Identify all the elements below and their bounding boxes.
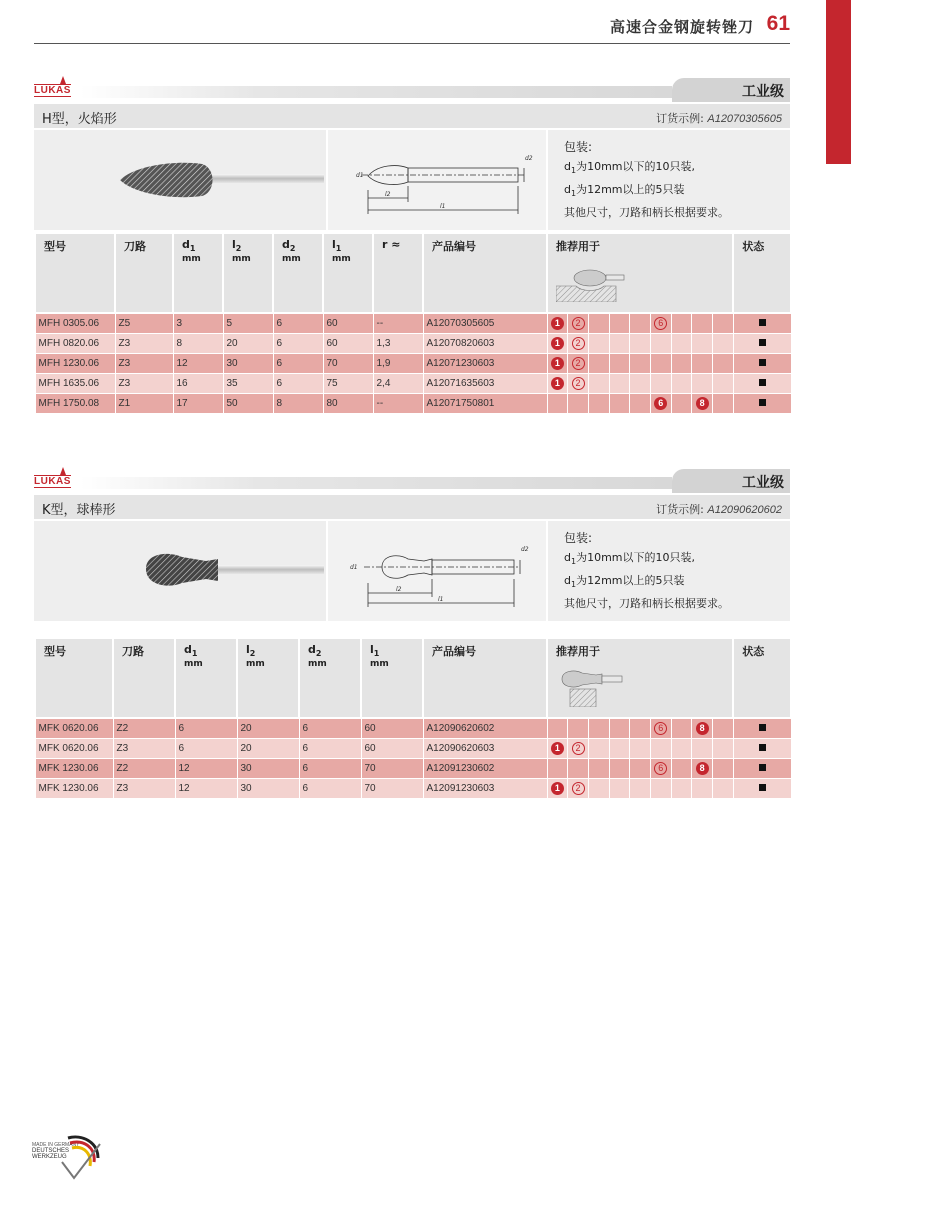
cell-use-8 bbox=[692, 333, 713, 353]
cell-use-9 bbox=[713, 778, 734, 798]
cell-use-8 bbox=[692, 313, 713, 333]
svg-text:l2: l2 bbox=[385, 191, 391, 198]
material-badge: 1 bbox=[551, 317, 564, 330]
cell-use-5 bbox=[630, 373, 651, 393]
cell-use-3 bbox=[588, 738, 609, 758]
chapter-tab bbox=[826, 0, 851, 164]
product-photo bbox=[34, 521, 326, 621]
cell-use-5 bbox=[630, 758, 651, 778]
cell-use-3 bbox=[588, 393, 609, 413]
status-available-icon bbox=[759, 399, 766, 406]
svg-text:d1: d1 bbox=[356, 172, 364, 179]
cell-use-4 bbox=[609, 758, 630, 778]
type-name: K型，球棒形 bbox=[42, 503, 116, 518]
cell-use-1 bbox=[547, 738, 568, 758]
cell-l2: 50 bbox=[223, 393, 273, 413]
cell-status bbox=[733, 373, 791, 393]
cell-d2: 6 bbox=[299, 778, 361, 798]
cell-use-9 bbox=[713, 313, 734, 333]
cell-part-no: A12071635603 bbox=[423, 373, 547, 393]
cell-d2: 6 bbox=[273, 353, 323, 373]
workpiece-illustration bbox=[556, 667, 626, 707]
cell-use-2 bbox=[568, 738, 589, 758]
cell-d2: 6 bbox=[273, 313, 323, 333]
table-row bbox=[35, 313, 791, 333]
cell-l1: 70 bbox=[361, 758, 423, 778]
cell-use-7 bbox=[671, 353, 692, 373]
table-row bbox=[35, 373, 791, 393]
cell-use-2 bbox=[568, 778, 589, 798]
cell-l2: 30 bbox=[237, 778, 299, 798]
material-badge: 2 bbox=[572, 357, 585, 370]
cell-l2: 30 bbox=[223, 353, 273, 373]
cell-d1: 3 bbox=[173, 313, 223, 333]
cell-use-6 bbox=[650, 758, 671, 778]
cell-use-4 bbox=[609, 313, 630, 333]
workpiece-illustration bbox=[556, 262, 626, 302]
material-badge: 2 bbox=[572, 782, 585, 795]
cell-cut: Z3 bbox=[115, 373, 173, 393]
cell-d1: 16 bbox=[173, 373, 223, 393]
cell-use-2 bbox=[568, 333, 589, 353]
material-badge: 6 bbox=[654, 317, 667, 330]
cell-r: 1,3 bbox=[373, 333, 423, 353]
material-badge: 8 bbox=[696, 762, 709, 775]
cell-part-no: A12090620602 bbox=[423, 718, 547, 738]
cell-use-6 bbox=[650, 313, 671, 333]
cell-use-6 bbox=[650, 778, 671, 798]
cell-status bbox=[733, 353, 791, 373]
cell-use-6 bbox=[650, 333, 671, 353]
cell-use-8 bbox=[692, 718, 713, 738]
cell-d1: 17 bbox=[173, 393, 223, 413]
status-available-icon bbox=[759, 764, 766, 771]
cell-use-2 bbox=[568, 313, 589, 333]
cell-use-7 bbox=[671, 313, 692, 333]
cell-use-9 bbox=[713, 758, 734, 778]
cell-l1: 70 bbox=[361, 778, 423, 798]
cell-status bbox=[733, 718, 791, 738]
spec-table bbox=[34, 232, 792, 414]
cell-use-6 bbox=[650, 373, 671, 393]
cell-use-5 bbox=[630, 353, 651, 373]
cell-use-1 bbox=[547, 758, 568, 778]
col-model: 型号 bbox=[35, 638, 113, 718]
cell-use-7 bbox=[671, 778, 692, 798]
cell-use-7 bbox=[671, 393, 692, 413]
cell-cut: Z1 bbox=[115, 393, 173, 413]
cell-l1: 70 bbox=[323, 353, 373, 373]
col-part-no: 产品编号 bbox=[423, 233, 547, 313]
material-badge: 1 bbox=[551, 377, 564, 390]
cell-use-8 bbox=[692, 758, 713, 778]
svg-text:d1: d1 bbox=[350, 564, 358, 571]
cell-use-8 bbox=[692, 353, 713, 373]
cell-use-5 bbox=[630, 393, 651, 413]
cell-d1: 6 bbox=[175, 718, 237, 738]
cell-use-4 bbox=[609, 778, 630, 798]
col-d2: $d_2$ mm bbox=[299, 638, 361, 718]
col-d1: $d_1$ mm bbox=[173, 233, 223, 313]
table-row bbox=[35, 333, 791, 353]
cell-model: MFH 1230.06 bbox=[35, 353, 115, 373]
cell-r: -- bbox=[373, 393, 423, 413]
order-example: 订货示例: A12090620602 bbox=[656, 503, 782, 516]
made-in-germany-badge: MADE IN GERMANY DEUTSCHES WERKZEUG bbox=[32, 1134, 104, 1182]
cell-cut: Z5 bbox=[115, 313, 173, 333]
col-l2: $l_2$ mm bbox=[223, 233, 273, 313]
cell-use-6 bbox=[650, 353, 671, 373]
cell-l1: 60 bbox=[361, 718, 423, 738]
col-l1: $l_1$ mm bbox=[361, 638, 423, 718]
material-badge: 8 bbox=[696, 397, 709, 410]
col-model: 型号 bbox=[35, 233, 115, 313]
status-available-icon bbox=[759, 379, 766, 386]
grade-label: 工业级 bbox=[672, 78, 790, 102]
col-part-no: 产品编号 bbox=[423, 638, 547, 718]
cell-model: MFH 1635.06 bbox=[35, 373, 115, 393]
cell-use-2 bbox=[568, 393, 589, 413]
cell-status bbox=[733, 313, 791, 333]
cell-use-9 bbox=[713, 738, 734, 758]
cell-d2: 6 bbox=[273, 333, 323, 353]
cell-status bbox=[733, 738, 791, 758]
material-badge: 2 bbox=[572, 317, 585, 330]
cell-use-1 bbox=[547, 333, 568, 353]
cell-use-4 bbox=[609, 738, 630, 758]
svg-text:d2: d2 bbox=[521, 546, 529, 553]
cell-use-3 bbox=[588, 373, 609, 393]
col-status: 状态 bbox=[733, 638, 791, 718]
grade-label: 工业级 bbox=[672, 469, 790, 493]
lukas-logo: LUKAS bbox=[34, 466, 76, 490]
cell-use-9 bbox=[713, 718, 734, 738]
cell-d1: 12 bbox=[173, 353, 223, 373]
cell-l1: 60 bbox=[323, 333, 373, 353]
status-available-icon bbox=[759, 724, 766, 731]
table-row bbox=[35, 718, 791, 738]
cell-l2: 20 bbox=[237, 718, 299, 738]
cell-use-4 bbox=[609, 373, 630, 393]
cell-part-no: A12071230603 bbox=[423, 353, 547, 373]
cell-use-7 bbox=[671, 758, 692, 778]
table-row bbox=[35, 393, 791, 413]
status-available-icon bbox=[759, 319, 766, 326]
svg-text:l1: l1 bbox=[440, 203, 446, 210]
status-available-icon bbox=[759, 744, 766, 751]
cell-cut: Z3 bbox=[113, 778, 175, 798]
cell-use-1 bbox=[547, 393, 568, 413]
cell-l2: 20 bbox=[223, 333, 273, 353]
cell-use-9 bbox=[713, 373, 734, 393]
cell-use-2 bbox=[568, 353, 589, 373]
cell-use-8 bbox=[692, 738, 713, 758]
type-header bbox=[34, 495, 790, 519]
cell-use-3 bbox=[588, 718, 609, 738]
cell-l2: 35 bbox=[223, 373, 273, 393]
cell-part-no: A12071750801 bbox=[423, 393, 547, 413]
col-use: 推荐用于 bbox=[547, 233, 733, 313]
cell-use-7 bbox=[671, 718, 692, 738]
cell-part-no: A12070820603 bbox=[423, 333, 547, 353]
cell-cut: Z3 bbox=[115, 353, 173, 373]
cell-use-1 bbox=[547, 313, 568, 333]
technical-drawing bbox=[328, 521, 546, 621]
cell-part-no: A12091230602 bbox=[423, 758, 547, 778]
cell-use-1 bbox=[547, 778, 568, 798]
cell-l1: 60 bbox=[361, 738, 423, 758]
cell-use-2 bbox=[568, 718, 589, 738]
cell-use-5 bbox=[630, 738, 651, 758]
cell-use-8 bbox=[692, 393, 713, 413]
cell-model: MFK 0620.06 bbox=[35, 738, 113, 758]
brand-band bbox=[34, 78, 790, 102]
table-row bbox=[35, 778, 791, 798]
page-number: 61 bbox=[766, 12, 790, 35]
cell-status bbox=[733, 758, 791, 778]
cell-use-6 bbox=[650, 718, 671, 738]
cell-d2: 6 bbox=[299, 758, 361, 778]
cell-use-3 bbox=[588, 333, 609, 353]
status-available-icon bbox=[759, 339, 766, 346]
cell-use-7 bbox=[671, 738, 692, 758]
cell-part-no: A12090620603 bbox=[423, 738, 547, 758]
material-badge: 8 bbox=[696, 722, 709, 735]
cell-l2: 20 bbox=[237, 738, 299, 758]
svg-text:l2: l2 bbox=[396, 586, 402, 593]
material-badge: 6 bbox=[654, 397, 667, 410]
cell-use-9 bbox=[713, 333, 734, 353]
cell-use-3 bbox=[588, 353, 609, 373]
cell-use-3 bbox=[588, 313, 609, 333]
cell-model: MFH 0820.06 bbox=[35, 333, 115, 353]
cell-use-5 bbox=[630, 778, 651, 798]
cell-use-9 bbox=[713, 393, 734, 413]
material-badge: 2 bbox=[572, 377, 585, 390]
material-badge: 1 bbox=[551, 782, 564, 795]
cell-part-no: A12091230603 bbox=[423, 778, 547, 798]
status-available-icon bbox=[759, 359, 766, 366]
cell-d1: 12 bbox=[175, 758, 237, 778]
material-badge: 1 bbox=[551, 337, 564, 350]
cell-status bbox=[733, 393, 791, 413]
cell-d1: 6 bbox=[175, 738, 237, 758]
material-badge: 6 bbox=[654, 722, 667, 735]
cell-use-7 bbox=[671, 333, 692, 353]
cell-use-4 bbox=[609, 353, 630, 373]
cell-use-4 bbox=[609, 333, 630, 353]
col-l1: $l_1$ mm bbox=[323, 233, 373, 313]
cell-use-9 bbox=[713, 353, 734, 373]
cell-use-7 bbox=[671, 373, 692, 393]
cell-r: 1,9 bbox=[373, 353, 423, 373]
col-d1: $d_1$ mm bbox=[175, 638, 237, 718]
cell-use-5 bbox=[630, 313, 651, 333]
cell-use-3 bbox=[588, 758, 609, 778]
cell-l1: 60 bbox=[323, 313, 373, 333]
cell-r: 2,4 bbox=[373, 373, 423, 393]
packaging-info: 包装: $d_1$为10mm以下的10只装, $d_1$为12mm以上的5只装 其他尺寸，刀路和柄长根据要求。 bbox=[548, 130, 790, 230]
cell-model: MFK 1230.06 bbox=[35, 778, 113, 798]
cell-use-8 bbox=[692, 373, 713, 393]
cell-d2: 8 bbox=[273, 393, 323, 413]
cell-cut: Z3 bbox=[115, 333, 173, 353]
cell-d2: 6 bbox=[299, 718, 361, 738]
cell-status bbox=[733, 778, 791, 798]
material-badge: 1 bbox=[551, 357, 564, 370]
col-d2: $d_2$ mm bbox=[273, 233, 323, 313]
cell-use-1 bbox=[547, 718, 568, 738]
page-header bbox=[34, 10, 790, 44]
packaging-info: 包装: $d_1$为10mm以下的10只装, $d_1$为12mm以上的5只装 其他尺寸，刀路和柄长根据要求。 bbox=[548, 521, 790, 621]
cell-l1: 80 bbox=[323, 393, 373, 413]
cell-use-4 bbox=[609, 393, 630, 413]
page-title: 高速合金钢旋转锉刀 bbox=[609, 18, 754, 36]
cell-r: -- bbox=[373, 313, 423, 333]
technical-drawing bbox=[328, 130, 546, 230]
col-cut: 刀路 bbox=[115, 233, 173, 313]
type-header bbox=[34, 104, 790, 128]
col-use: 推荐用于 bbox=[547, 638, 733, 718]
col-l2: $l_2$ mm bbox=[237, 638, 299, 718]
table-row bbox=[35, 758, 791, 778]
cell-model: MFH 0305.06 bbox=[35, 313, 115, 333]
cell-use-1 bbox=[547, 353, 568, 373]
status-available-icon bbox=[759, 784, 766, 791]
svg-text:d2: d2 bbox=[525, 155, 533, 162]
cell-model: MFH 1750.08 bbox=[35, 393, 115, 413]
material-badge: 2 bbox=[572, 337, 585, 350]
cell-part-no: A12070305605 bbox=[423, 313, 547, 333]
col-status: 状态 bbox=[733, 233, 791, 313]
cell-status bbox=[733, 333, 791, 353]
material-badge: 2 bbox=[572, 742, 585, 755]
cell-use-2 bbox=[568, 758, 589, 778]
cell-use-6 bbox=[650, 393, 671, 413]
col-r: r ≈ bbox=[373, 233, 423, 313]
cell-cut: Z3 bbox=[113, 738, 175, 758]
cell-use-6 bbox=[650, 738, 671, 758]
cell-use-5 bbox=[630, 718, 651, 738]
cell-use-8 bbox=[692, 778, 713, 798]
cell-use-1 bbox=[547, 373, 568, 393]
lukas-logo: LUKAS bbox=[34, 75, 76, 99]
cell-use-2 bbox=[568, 373, 589, 393]
table-row bbox=[35, 738, 791, 758]
cell-d2: 6 bbox=[273, 373, 323, 393]
cell-d2: 6 bbox=[299, 738, 361, 758]
table-row bbox=[35, 353, 791, 373]
cell-l2: 30 bbox=[237, 758, 299, 778]
cell-d1: 8 bbox=[173, 333, 223, 353]
cell-d1: 12 bbox=[175, 778, 237, 798]
col-cut: 刀路 bbox=[113, 638, 175, 718]
section-h-flame bbox=[34, 78, 790, 414]
material-badge: 6 bbox=[654, 762, 667, 775]
spec-table bbox=[34, 637, 792, 799]
material-badge: 1 bbox=[551, 742, 564, 755]
product-photo bbox=[34, 130, 326, 230]
cell-l1: 75 bbox=[323, 373, 373, 393]
order-example: 订货示例: A12070305605 bbox=[656, 112, 782, 125]
cell-use-5 bbox=[630, 333, 651, 353]
type-name: H型，火焰形 bbox=[42, 112, 117, 127]
cell-l2: 5 bbox=[223, 313, 273, 333]
cell-use-4 bbox=[609, 718, 630, 738]
cell-model: MFK 0620.06 bbox=[35, 718, 113, 738]
cell-model: MFK 1230.06 bbox=[35, 758, 113, 778]
cell-cut: Z2 bbox=[113, 718, 175, 738]
section-k-ball-nose bbox=[34, 469, 790, 799]
brand-band bbox=[34, 469, 790, 493]
cell-cut: Z2 bbox=[113, 758, 175, 778]
cell-use-3 bbox=[588, 778, 609, 798]
svg-text:l1: l1 bbox=[438, 596, 444, 603]
